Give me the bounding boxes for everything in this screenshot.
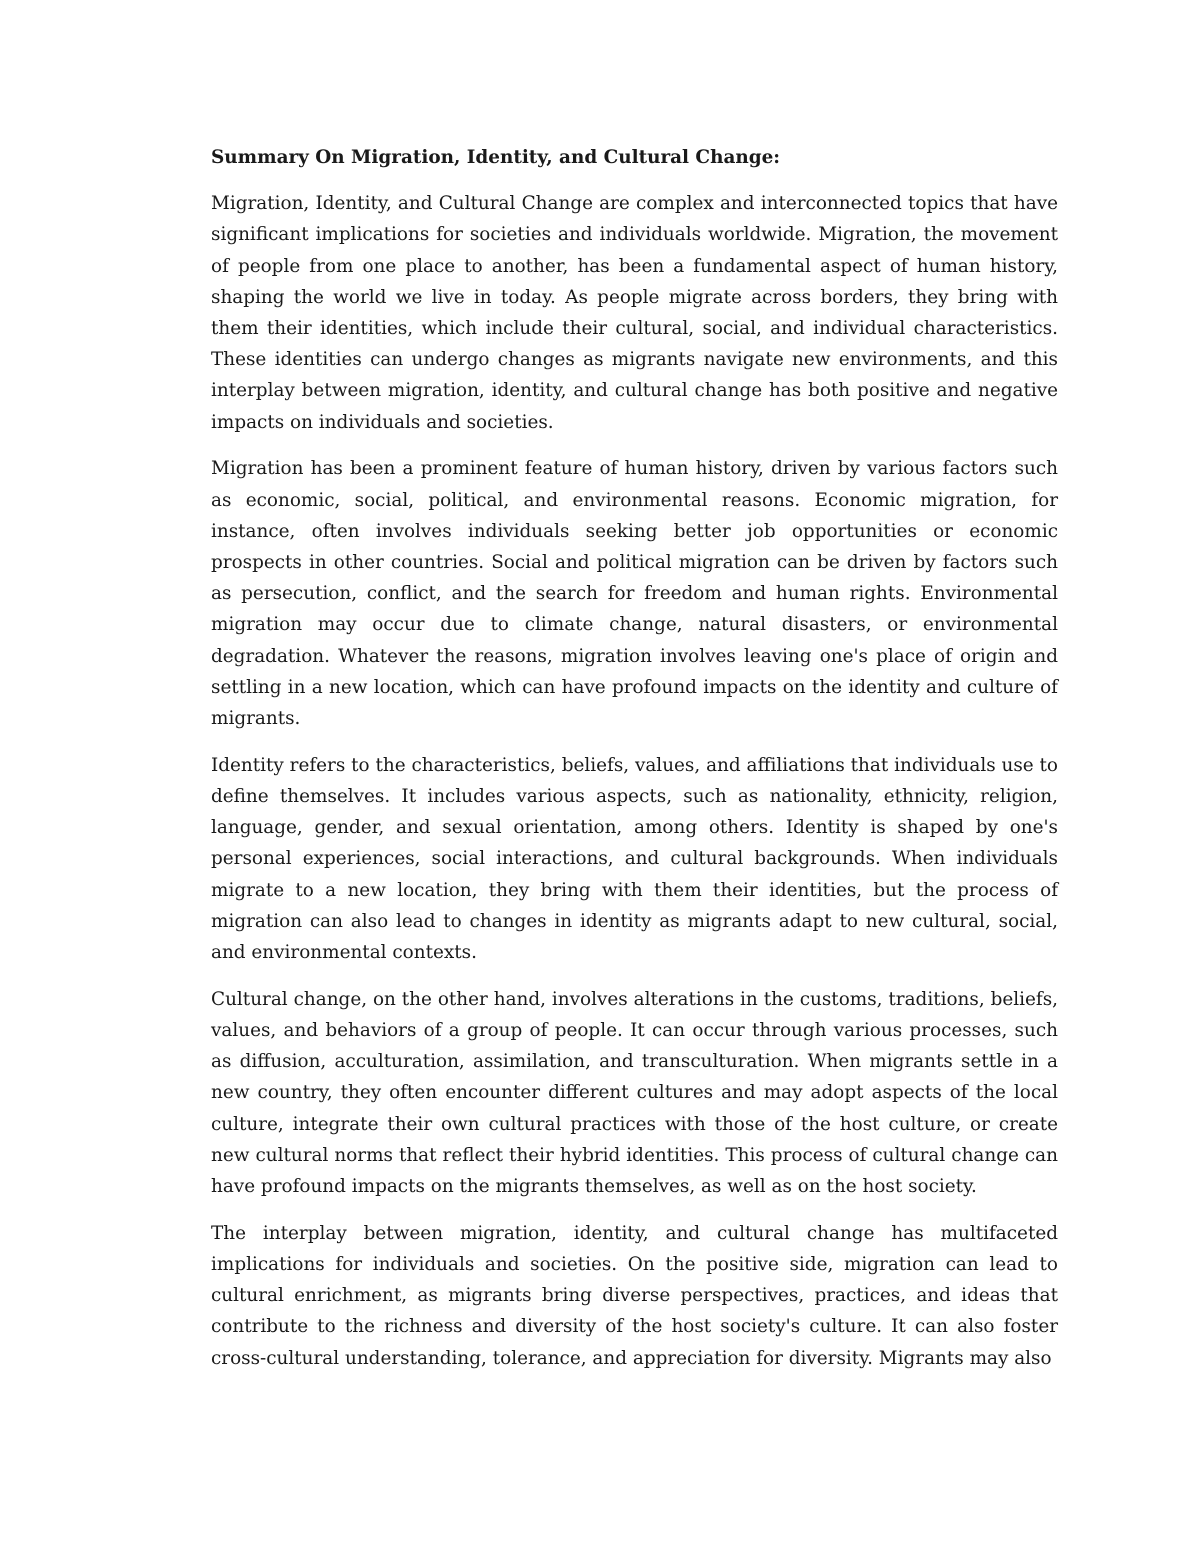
paragraph-interplay: The interplay between migration, identity, and cultural change has multifaceted implications for individuals and societies. On the positive side, migration can lead to cultural enrichment, as migrants bring diverse perspectives, practices, and ideas that contribute to the richness and diversity of the host society's culture. It can also foster cross-cultural understanding, tolerance, and appreciation for diversity. Migrants may also	[211, 1222, 1058, 1369]
paragraph-migration: Migration has been a prominent feature of human history, driven by various factors such as economic, social, political, and environmental reasons. Economic migration, for instance, often involves individuals seeking better job opportunities or economic prospects in other countries. Social and political migration can be driven by factors such as persecution, conflict, and the search for freedom and human rights. Environmental migration may occur due to climate change, natural disasters, or environmental degradation. Whatever the reasons, migration involves leaving one's place of origin and settling in a new location, which can have profound impacts on the identity and culture of migrants.	[211, 458, 1058, 730]
document-title: Summary On Migration, Identity, and Cultural Change:	[211, 147, 781, 168]
paragraph-introduction: Migration, Identity, and Cultural Change are complex and interconnected topics that have significant implications for societies and individuals worldwide. Migration, the movement of people from one place to another, has been a fundamental aspect of human history, shaping the world we live in today. As people migrate across borders, they bring with them their identities, which include their cultural, social, and individual characteristics. These identities can undergo changes as migrants navigate new environments, and this interplay between migration, identity, and cultural change has both positive and negative impacts on individuals and societies.	[211, 193, 1058, 433]
document-page	[211, 142, 1058, 1374]
paragraph-cultural-change: Cultural change, on the other hand, involves alterations in the customs, traditions, beliefs, values, and behaviors of a group of people. It can occur through various processes, such as diffusion, acculturation, assimilation, and transculturation. When migrants settle in a new country, they often encounter different cultures and may adopt aspects of the local culture, integrate their own cultural practices with those of the host culture, or create new cultural norms that reflect their hybrid identities. This process of cultural change can have profound impacts on the migrants themselves, as well as on the host society.	[211, 988, 1058, 1198]
paragraph-identity: Identity refers to the characteristics, beliefs, values, and affiliations that individuals use to define themselves. It includes various aspects, such as nationality, ethnicity, religion, language, gender, and sexual orientation, among others. Identity is shaped by one's personal experiences, social interactions, and cultural backgrounds. When individuals migrate to a new location, they bring with them their identities, but the process of migration can also lead to changes in identity as migrants adapt to new cultural, social, and environmental contexts.	[211, 754, 1058, 964]
